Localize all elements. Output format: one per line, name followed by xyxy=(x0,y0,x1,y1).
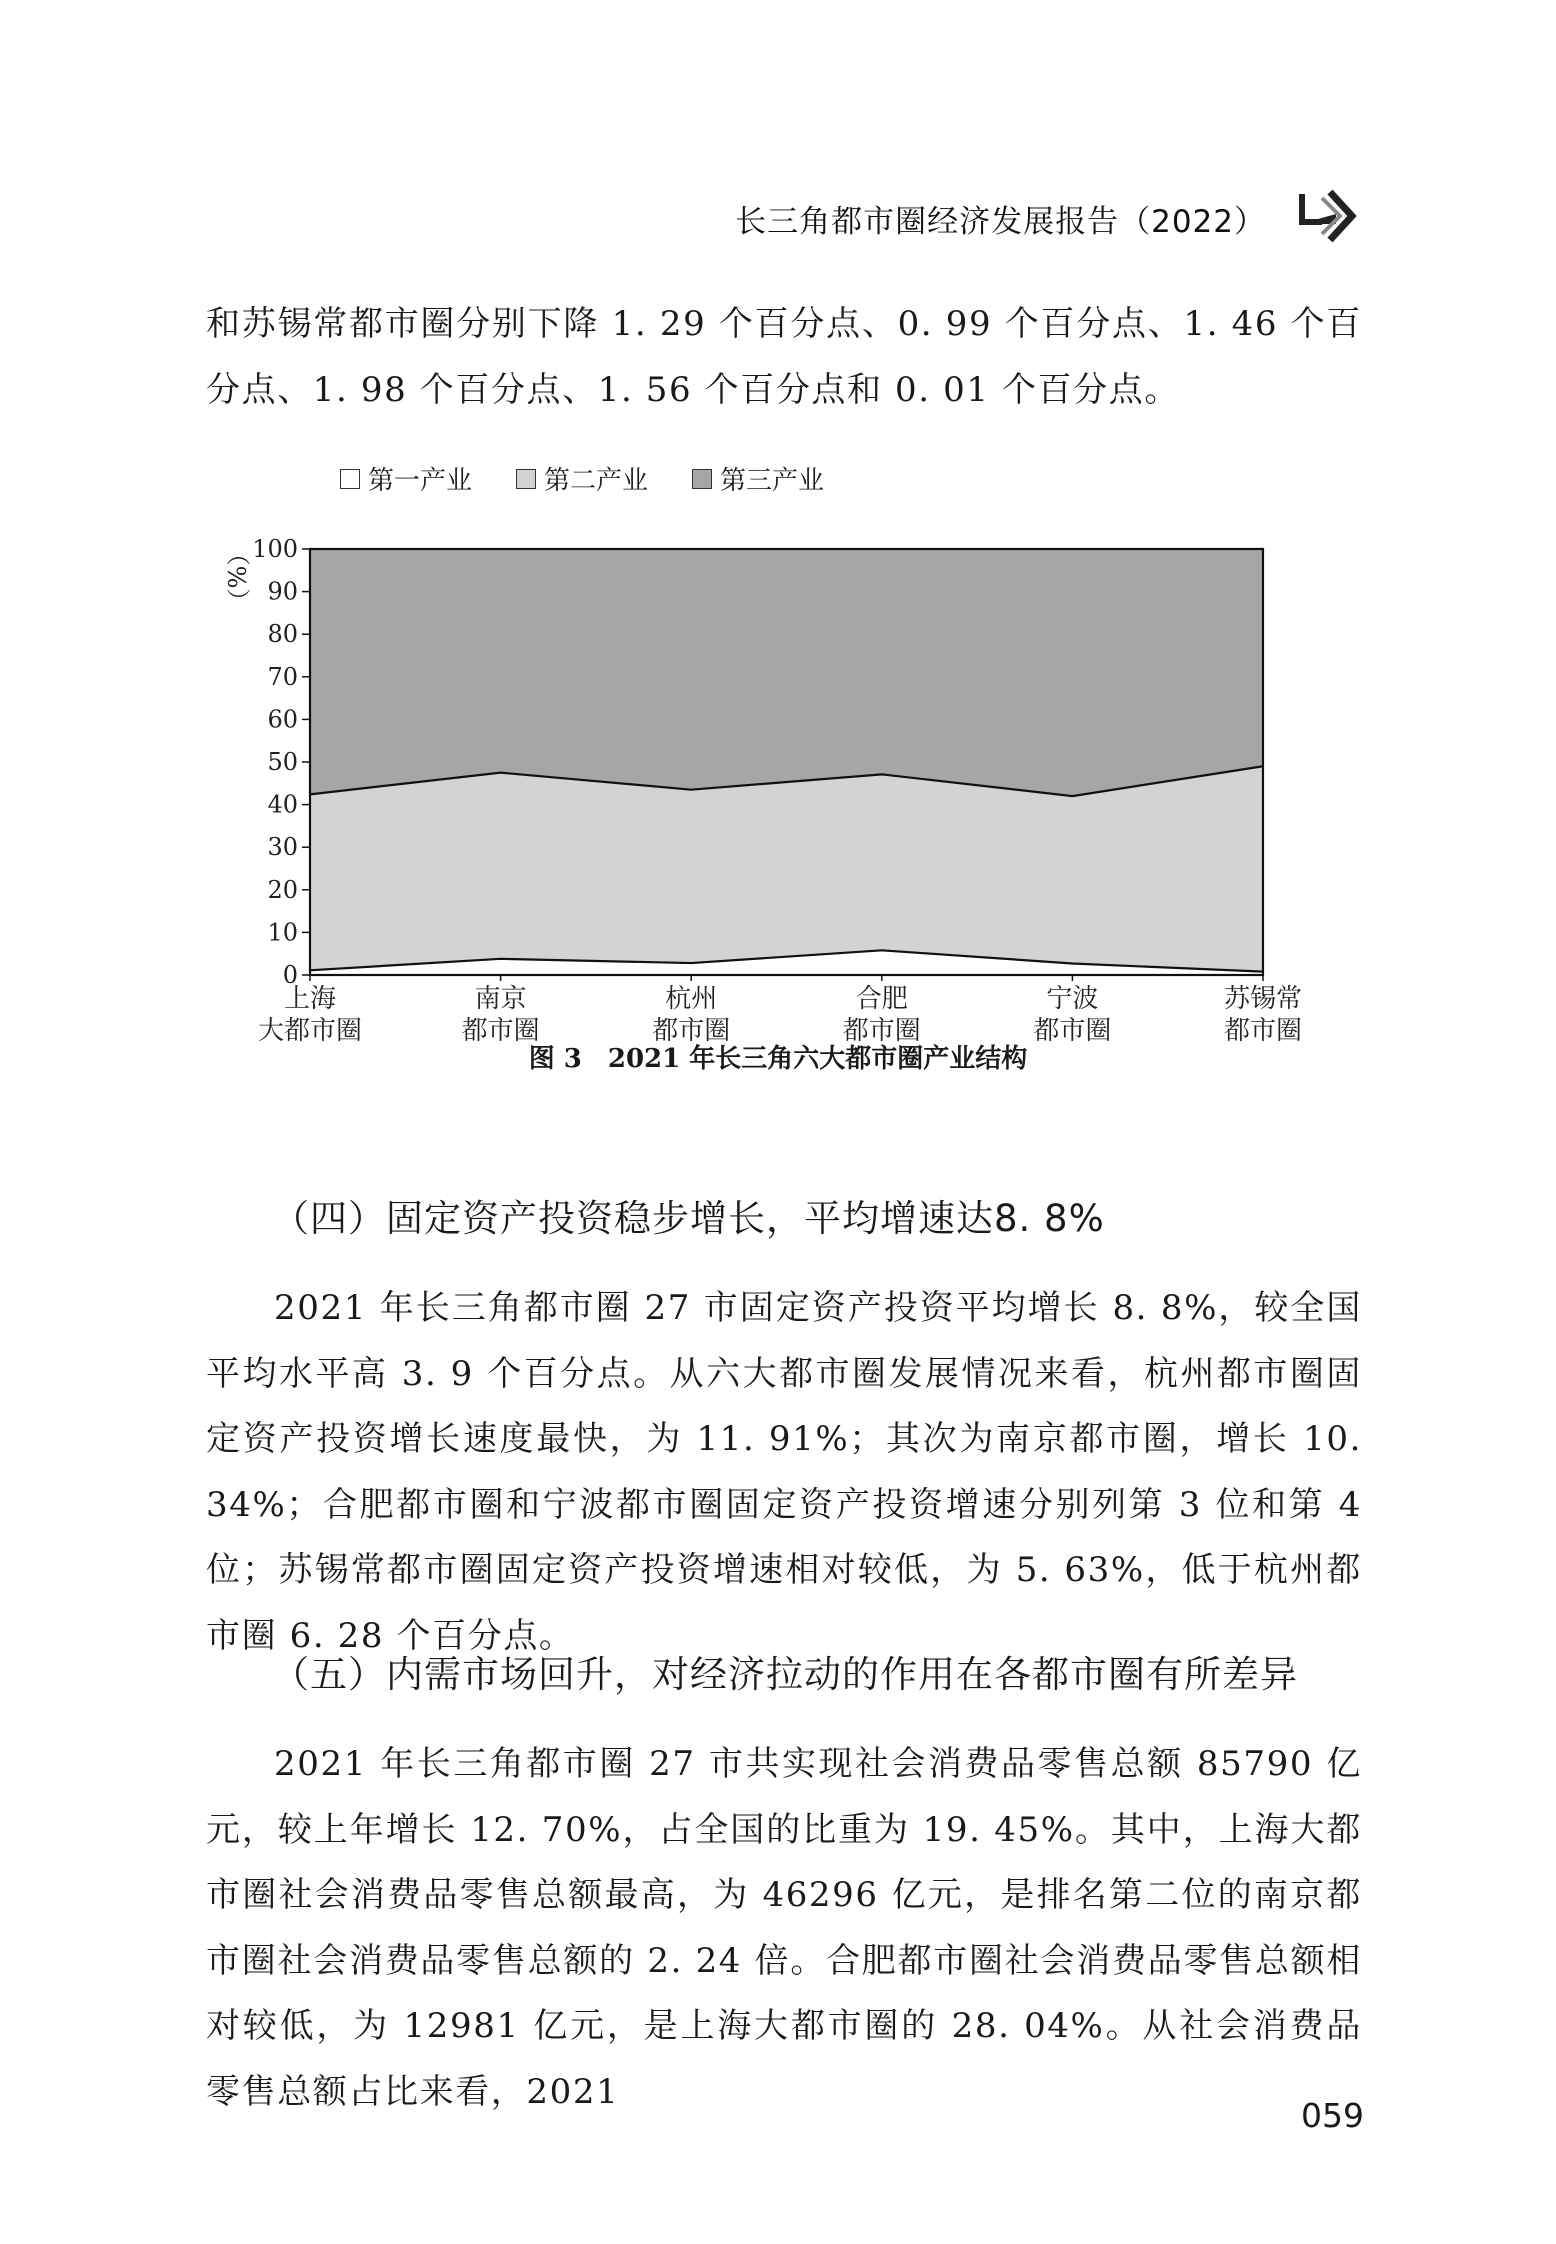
y-tick-label-0: 0 xyxy=(282,961,298,989)
page-number: 059 xyxy=(1301,2096,1364,2135)
x-category-label-1-line-1: 都市圈 xyxy=(461,1016,540,1046)
running-header-title: 长三角都市圈经济发展报告（2022） xyxy=(735,204,1266,240)
y-tick-label-10: 10 xyxy=(267,918,298,947)
y-tick-label-50: 50 xyxy=(267,748,298,776)
x-category-label-2-line-0: 杭州 xyxy=(665,984,718,1014)
y-tick-label-90: 90 xyxy=(267,577,298,606)
x-category-label-3-line-0: 合肥 xyxy=(855,984,908,1014)
intro-paragraph: 和苏锡常都市圈分别下降 1. 29 个百分点、0. 99 个百分点、1. 46 个百分点、1. 98 个百分点、1. 56 个百分点和 0. 01 个百分点。 xyxy=(206,304,1362,410)
x-category-label-0-line-1: 大都市圈 xyxy=(257,1016,363,1046)
figure-number: 图 3 xyxy=(528,1044,582,1074)
y-tick-label-20: 20 xyxy=(267,875,298,904)
section-5-heading: （五）内需市场回升，对经济拉动的作用在各都市圈有所差异 xyxy=(272,1653,1298,1696)
y-tick-label-70: 70 xyxy=(267,662,298,691)
area-series-3 xyxy=(310,549,1263,796)
section-5-paragraph: 2021 年长三角都市圈 27 市共实现社会消费品零售总额 85790 亿元，较上年增长 12. 70%，占全国的比重为 19. 45%。其中，上海大都市圈社会消费品零售总额最高，为 46296 亿元，是排名第二位的南京都市圈社会消费品零售总额的 2. 24 倍。合肥都市圈社会消费品零售总额相对较低，为 12981 亿元，是上海大都市圈的 28. 04%。从社会消费品零售总额占比来看，2021 xyxy=(206,1744,1362,2112)
chart-plot-svg xyxy=(0,480,1556,1080)
y-tick-label-80: 80 xyxy=(267,620,298,649)
area-series-2 xyxy=(310,766,1263,971)
legend-label-tertiary: 第三产业 xyxy=(720,466,825,496)
running-header xyxy=(0,188,1556,248)
x-category-label-2-line-1: 都市圈 xyxy=(652,1016,731,1046)
industry-structure-chart xyxy=(0,440,1556,1080)
section-4-paragraph: 2021 年长三角都市圈 27 市固定资产投资平均增长 8. 8%，较全国平均水平高 3. 9 个百分点。从六大都市圈发展情况来看，杭州都市圈固定资产投资增长速度最快，为 11. 91%；其次为南京都市圈，增长 10. 34%；合肥都市圈和宁波都市圈固定资产投资增速分别列第 3 位和第 4 位；苏锡常都市圈固定资产投资增速相对较低，为 5. 63%，低于杭州都市圈 6. 28 个百分点。 xyxy=(206,1288,1362,1656)
legend-label-primary: 第一产业 xyxy=(368,466,473,496)
section-4-heading: （四）固定资产投资稳步增长，平均增速达8. 8% xyxy=(272,1197,1105,1240)
x-category-label-3-line-1: 都市圈 xyxy=(842,1016,921,1046)
book-logo-icon xyxy=(1296,188,1366,244)
figure-title: 2021 年长三角六大都市圈产业结构 xyxy=(607,1044,1028,1074)
legend-label-secondary: 第二产业 xyxy=(544,466,649,496)
x-category-label-5-line-1: 都市圈 xyxy=(1223,1016,1303,1046)
x-category-label-5-line-0: 苏锡常 xyxy=(1223,984,1303,1014)
y-tick-label-100: 100 xyxy=(252,535,298,563)
figure-caption xyxy=(0,1038,1556,1075)
x-category-label-4-line-1: 都市圈 xyxy=(1033,1016,1112,1046)
x-category-label-0-line-0: 上海 xyxy=(283,984,337,1014)
y-tick-label-60: 60 xyxy=(267,705,298,734)
y-axis-label: （%） xyxy=(222,541,250,613)
y-tick-label-30: 30 xyxy=(267,833,298,862)
x-category-label-1-line-0: 南京 xyxy=(474,984,527,1014)
x-category-label-4-line-0: 宁波 xyxy=(1046,984,1099,1014)
y-tick-label-40: 40 xyxy=(267,790,298,819)
